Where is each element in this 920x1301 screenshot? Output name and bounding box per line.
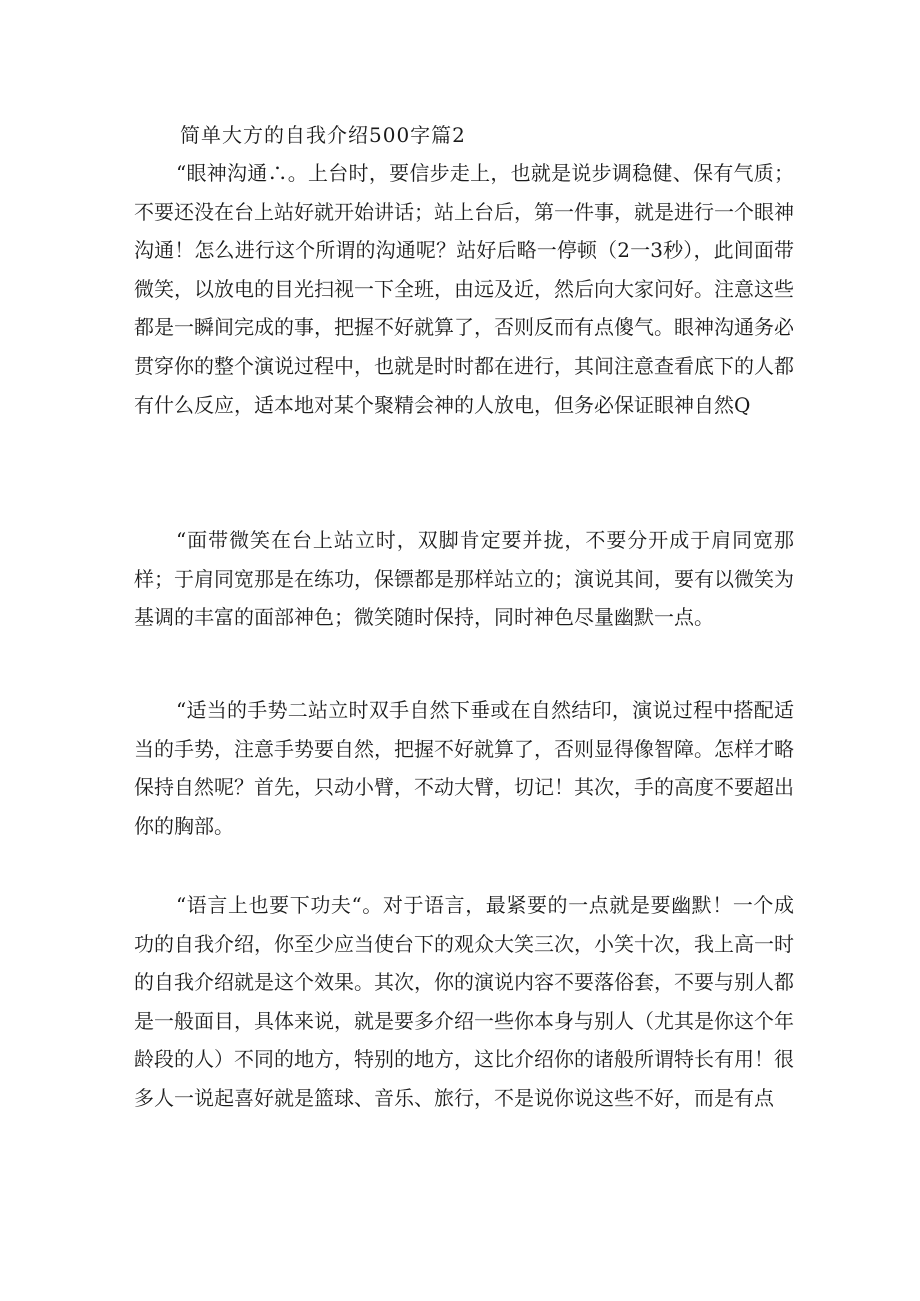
section-heading: 简单大方的自我介绍500字篇2	[180, 123, 466, 147]
paragraph-gesture: “适当的手势二站立时双手自然下垂或在自然结印，演说过程中搭配适当的手势，注意手势要自然，把握不好就算了，否则显得像智障。怎样才略保持自然呢？首先，只动小臂，不动大臂，切记！其次，手的高度不要超出你的胸部。	[134, 698, 794, 838]
paragraph-language: “语言上也要下功夫“。对于语言，最紧要的一点就是要幽默！一个成功的自我介绍，你至少应当使台下的观众大笑三次，小笑十次，我上高一时的自我介绍就是这个效果。其次，你的演说内容不要落俗套，不要与别人都是一般面目，具体来说，就是要多介绍一些你本身与别人（尤其是你这个年龄段的人）不同的地方，特别的地方，这比介绍你的诸般所谓特长有用！很多人一说起喜好就是篮球、音乐、旅行，不是说你说这些不好，而是有点	[134, 893, 794, 1110]
paragraph-eye-contact: “眼神沟通∴。上台时，要信步走上，也就是说步调稳健、保有气质；不要还没在台上站好就开始讲话；站上台后，第一件事，就是进行一个眼神沟通！怎么进行这个所谓的沟通呢？站好后略一停顿（2一3秒），此间面带微笑，以放电的目光扫视一下全班，由远及近，然后向大家问好。注意这些都是一瞬间完成的事，把握不好就算了，否则反而有点傻气。眼神沟通务必贯穿你的整个演说过程中，也就是时时都在进行，其间注意查看底下的人都有什么反应，适本地对某个聚精会神的人放电，但务必保证眼神自然Q	[134, 161, 794, 417]
paragraph-smile: “面带微笑在台上站立时，双脚肯定要并拢，不要分开成于肩同宽那样；于肩同宽那是在练功，保镖都是那样站立的；演说其间，要有以微笑为基调的丰富的面部神色；微笑随时保持，同时神色尽量幽默一点。	[134, 528, 794, 630]
